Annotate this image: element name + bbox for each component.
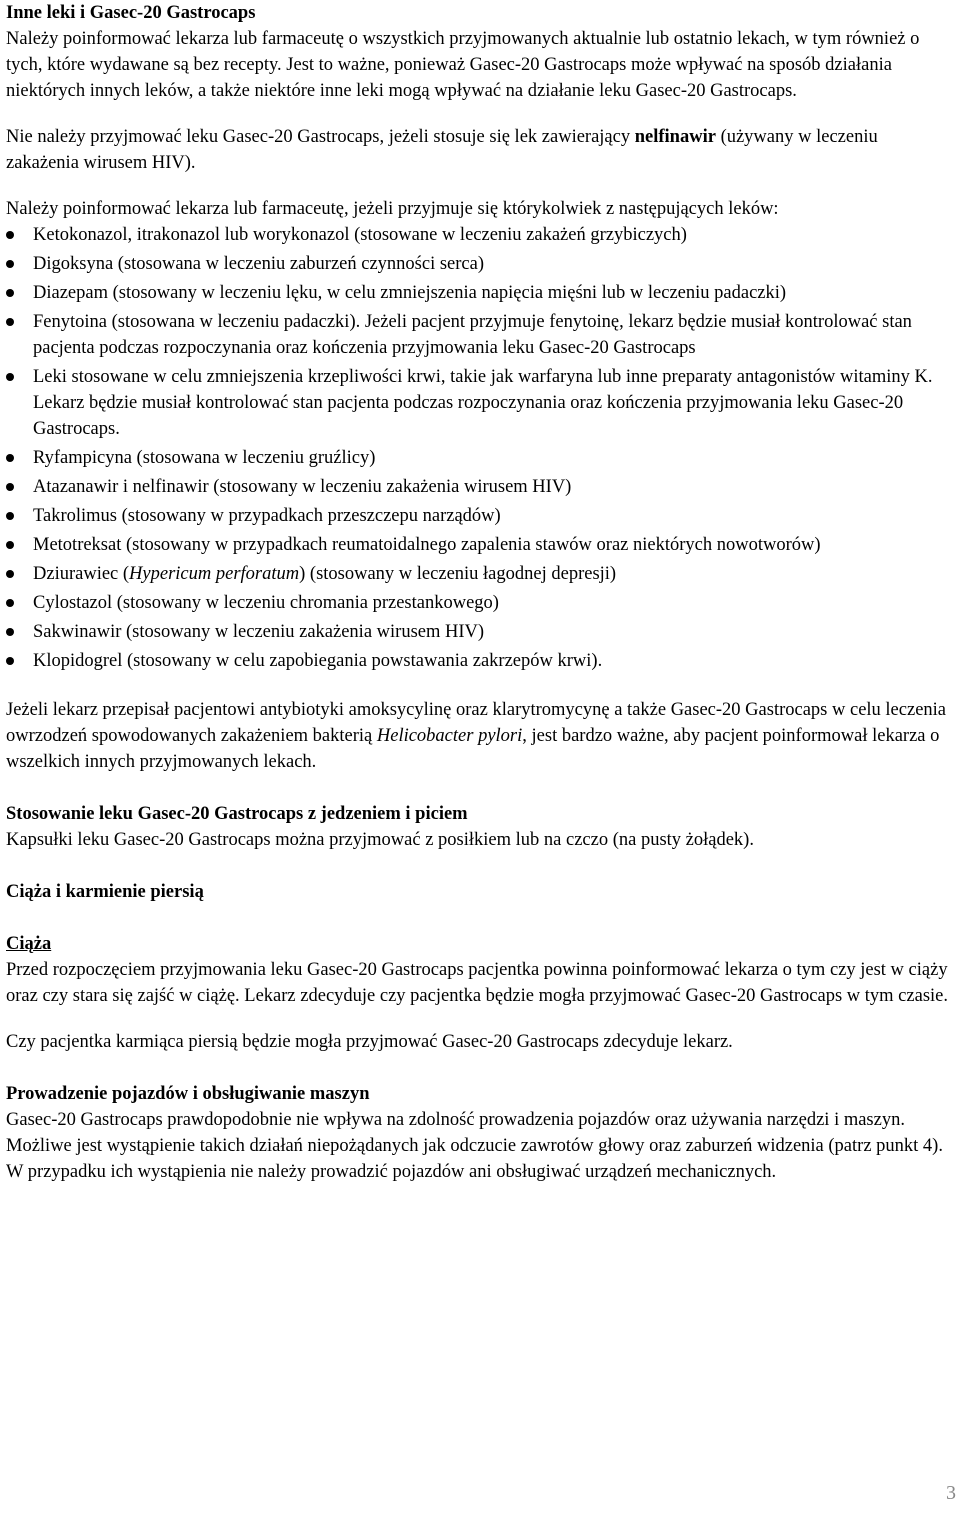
list-item bbox=[6, 309, 954, 361]
list-item bbox=[6, 251, 954, 277]
bullet-icon bbox=[6, 260, 14, 268]
bullet-icon bbox=[6, 373, 14, 381]
list-item bbox=[6, 503, 954, 529]
bullet-icon bbox=[6, 541, 14, 549]
paragraph-pregnancy: Przed rozpoczęciem przyjmowania leku Gasec-20 Gastrocaps pacjentka powinna poinformować lekarza o tym czy jest w ciąży oraz czy stara się zajść w ciążę. Lekarz zdecyduje czy pacjentka będzie mogła przyjmować Gasec-20 Gastrocaps w tym czasie. bbox=[6, 960, 948, 1006]
page-number: 3 bbox=[946, 1482, 956, 1504]
list-item-text: Ryfampicyna (stosowana w leczeniu gruźlicy) bbox=[33, 448, 376, 468]
nelfinavir-warning-text: Nie należy przyjmować leku Gasec-20 Gastrocaps, jeżeli stosuje się lek zawierający bbox=[6, 127, 635, 147]
list-item bbox=[6, 364, 954, 442]
bullet-icon bbox=[6, 454, 14, 462]
list-item-text: Atazanawir i nelfinawir (stosowany w leczeniu zakażenia wirusem HIV) bbox=[33, 477, 572, 497]
section-heading-other-drugs: Inne leki i Gasec-20 Gastrocaps bbox=[6, 3, 256, 23]
bullet-icon bbox=[6, 570, 14, 578]
section-heading-food: Stosowanie leku Gasec-20 Gastrocaps z jedzeniem i piciem bbox=[6, 804, 468, 824]
list-item-text: Klopidogrel (stosowany w celu zapobiegania powstawania zakrzepów krwi). bbox=[33, 651, 603, 671]
list-item-text: Diazepam (stosowany w leczeniu lęku, w celu zmniejszenia napięcia mięśni lub w leczeniu padaczki) bbox=[33, 283, 787, 303]
bullet-icon bbox=[6, 628, 14, 636]
document-page bbox=[6, 0, 954, 1185]
helicobacter-text-tail: , jest bardzo ważne, aby pacjent poinformował lekarza o wszelkich innych przyjmowanych lekach. bbox=[6, 726, 940, 772]
list-item-text: Cylostazol (stosowany w leczeniu chromania przestankowego) bbox=[33, 593, 499, 613]
helicobacter-latin-name: Helicobacter pylori bbox=[376, 726, 523, 746]
list-item-text: Ketokonazol, itrakonazol lub worykonazol (stosowane w leczeniu zakażeń grzybiczych) bbox=[33, 225, 687, 245]
bullet-icon bbox=[6, 599, 14, 607]
bullet-icon bbox=[6, 657, 14, 665]
bullet-icon bbox=[6, 318, 14, 326]
paragraph-food: Kapsułki leku Gasec-20 Gastrocaps można przyjmować z posiłkiem lub na czczo (na pusty żołądek). bbox=[6, 830, 754, 850]
nelfinavir-warning-tail: (używany w leczeniu zakażenia wirusem HIV). bbox=[6, 127, 878, 173]
paragraph-helicobacter bbox=[6, 697, 954, 775]
list-item bbox=[6, 445, 954, 471]
paragraph-breastfeeding: Czy pacjentka karmiąca piersią będzie mogła przyjmować Gasec-20 Gastrocaps zdecyduje lekarz. bbox=[6, 1032, 733, 1052]
section-heading-driving: Prowadzenie pojazdów i obsługiwanie maszyn bbox=[6, 1084, 370, 1104]
list-item bbox=[6, 561, 954, 587]
subheading-pregnancy: Ciąża bbox=[6, 934, 52, 954]
section-heading-pregnancy: Ciąża i karmienie piersią bbox=[6, 882, 204, 902]
list-item-text: Leki stosowane w celu zmniejszenia krzepliwości krwi, takie jak warfaryna lub inne preparaty antagonistów witaminy K. Lekarz będzie musiał kontrolować stan pacjenta podczas rozpoczynania oraz kończenia przyjmowania leku Gasec-20 Gastrocaps. bbox=[33, 367, 933, 439]
list-item bbox=[6, 532, 954, 558]
bullet-icon bbox=[6, 231, 14, 239]
list-item-text: Takrolimus (stosowany w przypadkach przeszczepu narządów) bbox=[33, 506, 501, 526]
paragraph-driving: Gasec-20 Gastrocaps prawdopodobnie nie wpływa na zdolność prowadzenia pojazdów oraz używania narzędzi i maszyn. Możliwe jest wystąpienie takich działań niepożądanych jak odczucie zawrotów głowy oraz zaburzeń widzenia (patrz punkt 4). W przypadku ich wystąpienia nie należy prowadzić pojazdów ani obsługiwać urządzeń mechanicznych. bbox=[6, 1110, 943, 1182]
list-item bbox=[6, 590, 954, 616]
hypericum-text-tail: ) (stosowany w leczeniu łagodnej depresji) bbox=[299, 564, 617, 584]
interacting-drugs-list bbox=[6, 222, 954, 674]
list-item bbox=[6, 280, 954, 306]
hypericum-text: Dziurawiec ( bbox=[33, 564, 130, 584]
bullet-icon bbox=[6, 512, 14, 520]
hypericum-latin-name: Hypericum perforatum bbox=[129, 564, 300, 584]
helicobacter-text: Jeżeli lekarz przepisał pacjentowi antybiotyki amoksycylinę oraz klarytromycynę a także Gasec-20 Gastrocaps w celu leczenia owrzodzeń spowodowanych zakażeniem bakterią bbox=[6, 700, 947, 746]
list-item bbox=[6, 474, 954, 500]
list-item-text: Digoksyna (stosowana w leczeniu zaburzeń czynności serca) bbox=[33, 254, 485, 274]
list-item bbox=[6, 619, 954, 645]
bullet-icon bbox=[6, 483, 14, 491]
bullet-icon bbox=[6, 289, 14, 297]
paragraph-drug-list-intro: Należy poinformować lekarza lub farmaceutę, jeżeli przyjmuje się którykolwiek z następujących leków: bbox=[6, 199, 779, 219]
paragraph-nelfinavir-warning bbox=[6, 124, 954, 176]
paragraph-inform-doctor: Należy poinformować lekarza lub farmaceutę o wszystkich przyjmowanych aktualnie lub ostatnio lekach, w tym również o tych, które wydawane są bez recepty. Jest to ważne, ponieważ Gasec-20 Gastrocaps może wpływać na sposób działania niektórych innych leków, a także niektóre inne leki mogą wpływać na działanie leku Gasec-20 Gastrocaps. bbox=[6, 29, 920, 101]
nelfinavir-bold: nelfinawir bbox=[634, 127, 716, 147]
list-item-text: Sakwinawir (stosowany w leczeniu zakażenia wirusem HIV) bbox=[33, 622, 485, 642]
list-item-text: Fenytoina (stosowana w leczeniu padaczki). Jeżeli pacjent przyjmuje fenytoinę, lekarz będzie musiał kontrolować stan pacjenta podczas rozpoczynania oraz kończenia przyjmowania leku Gasec-20 Gastrocaps bbox=[33, 312, 912, 358]
list-item-text: Metotreksat (stosowany w przypadkach reumatoidalnego zapalenia stawów oraz niektórych nowotworów) bbox=[33, 535, 821, 555]
list-item bbox=[6, 648, 954, 674]
list-item bbox=[6, 222, 954, 248]
